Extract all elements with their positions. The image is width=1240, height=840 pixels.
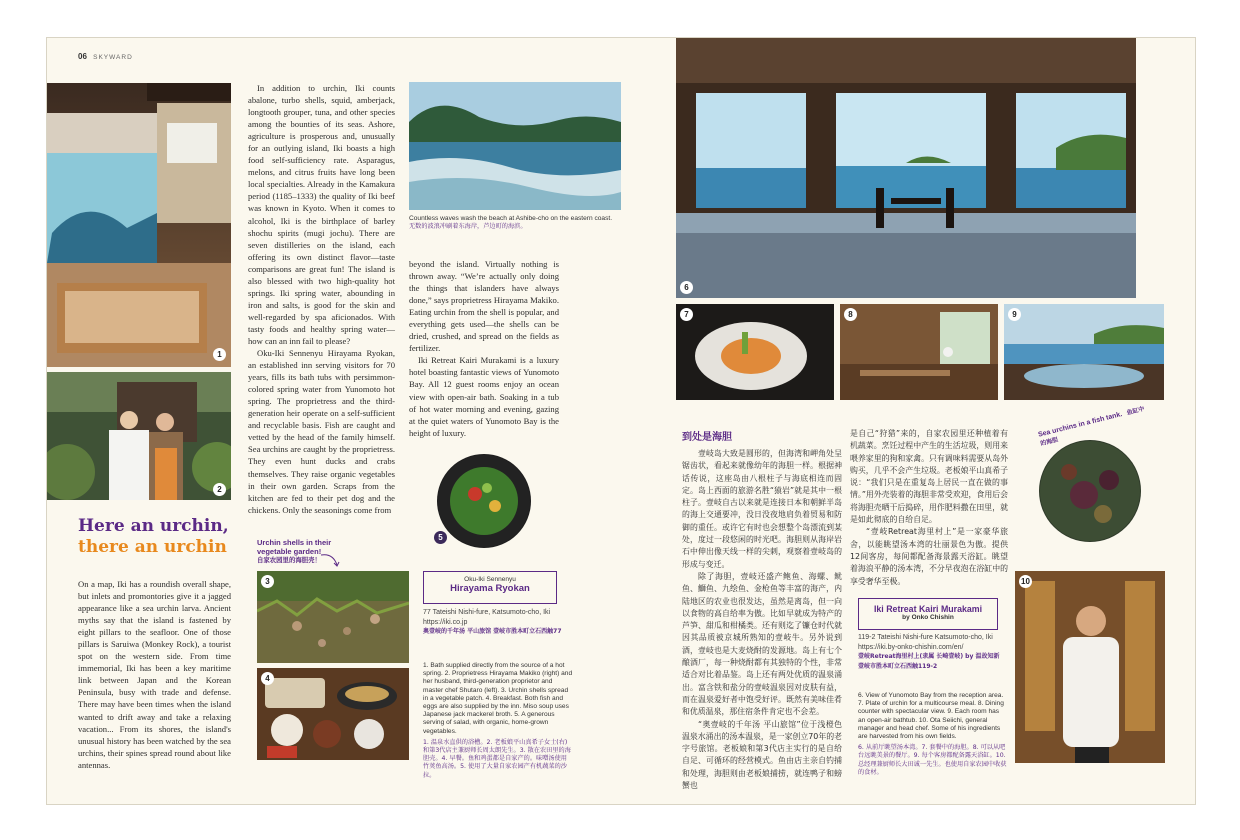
urchin-note-zh: 自家农园里的海胆壳！	[257, 556, 321, 564]
sea-caption	[409, 215, 621, 231]
zh-col1-paragraph-3: “奥壹岐的千年汤 平山旅馆”位于浅橙色温泉水涌出的汤本温泉，是一家创立70年的老字号旅馆。老板娘和第3代店主实行的是自给自足、可循环的经营模式。鱼由店主亲自钓捕和处理，海胆则由老板娘捕捞，就连鸭子和螃蟹也	[682, 719, 842, 791]
photo-captions-left	[423, 662, 573, 780]
col2-paragraph-2: Oku-Iki Sennenyu Hirayama Ryokan, an established inn serving visitors for 70 years, fills its bath tubs with persimmon-colored spring water from Yunomoto hot spring. The proprietress and the third-generation heir operate on a self-sufficient and recyclable basis. Fish are caught and vetted by the head of the family himself. Sea urchins are caught by the proprietress. They even hunt ducks and crabs themselves. They raise organic vegetables in their own garden. Scraps from the kitchen are fed to their pet dog and the chickens. Only the seasonings come from	[248, 348, 395, 515]
photo-open-air-bathtub	[1004, 304, 1164, 400]
retreat-address-zh-2: 壹岐市胜本町立石西触119-2	[858, 662, 938, 670]
page-header	[78, 52, 133, 61]
bath-illustration	[47, 83, 231, 367]
col2-paragraph-1: In addition to urchin, Iki counts abalone, turbo shells, squid, amberjack, longtooth grouper, tuna, and other species among the bounties of its seas. Ashore, agriculture is prosperous and, unusually for an outlying island, Iki boasts a high food self-sufficiency rate. Asparagus, melons, and citrus fruits have long been local specialties. Already in the Kamakura period (1185–1333) the quality of Iki beef was known in Kyoto. When it comes to alcohol, Iki is the birthplace of barley shochu spirits (mugi jochu). There are seven distilleries on the island, each offering its own distinct flavor—taste comparisons are great fun! The island is also blessed with two high-quality hot springs. Iki spring water, abounding in iron and salts, is good for the skin and well-regarded by spa aficionados. With tasty foods and healthy spring water—how can an inn fail to please?	[248, 83, 395, 346]
photo-proprietors	[47, 372, 231, 500]
magazine-name: SKYWARD	[93, 54, 133, 61]
zh-article-title: 到处是海胆	[682, 432, 732, 443]
photo-badge-2: 2	[213, 483, 226, 496]
photo-badge-3: 3	[261, 575, 274, 588]
ryokan-address-en: 77 Tateishi Nishi-fure, Katsumoto-cho, Iki	[423, 609, 551, 616]
photo-badge-8: 8	[844, 308, 857, 321]
photo-badge-4: 4	[261, 672, 274, 685]
zh-col1-paragraph-1: 壹岐岛大致是圆形的，但海湾和岬角处呈锯齿状，看起来就像幼年的海胆一样。根据神话传说，这座岛由八根柱子与海底相连而固定。岛上西面的旅游名胜“猿岩”就是其中一根柱子。壹岐自古以来就是连接日本和朝鲜半岛的海上交通要冲，没日没夜地肩负着贸易和防御的重任。或许它有时也会想整个岛漂流到某处，度过一段悠闲的时光吧。海胆则从海岸岩石中伸出像天线一样的尖刺，观察着壹岐岛的形成与变迁。	[682, 449, 842, 569]
urchin-note-line-1: Urchin shells in their	[257, 538, 332, 547]
photo-breakfast	[257, 668, 409, 760]
photo-captions-right	[858, 692, 1008, 777]
reception-illustration	[676, 38, 1136, 298]
ryokan-website-link[interactable]: https://iki.co.jp	[423, 618, 468, 626]
photo-badge-9: 9	[1008, 308, 1021, 321]
retreat-name: Iki Retreat Kairi Murakami	[873, 604, 983, 614]
dining-illustration	[840, 304, 998, 400]
ryokan-address-zh: 奥壹岐的千年汤 平山旅馆 壹岐市胜本町立石西触77	[423, 628, 562, 635]
photo-badge-6: 6	[680, 281, 693, 294]
bathtub-illustration	[1004, 304, 1164, 400]
photo-bath	[47, 83, 231, 367]
photo-urchin-plate	[676, 304, 834, 400]
body-column-2	[248, 82, 395, 516]
retreat-by: by Onko Chishin	[902, 614, 954, 621]
retreat-address-en: 119-2 Tateishi Nishi-fure Katsumoto-cho, Iki	[858, 634, 993, 641]
ryokan-address	[423, 608, 603, 637]
fish-tank-illustration	[1039, 440, 1141, 542]
retreat-info-box	[858, 598, 998, 630]
curved-arrow-icon	[319, 551, 343, 569]
urchin-plate-illustration	[676, 304, 834, 400]
sea-illustration	[409, 82, 621, 210]
headline-line-1: Here an urchin,	[78, 516, 229, 536]
intro-text: On a map, Iki has a roundish overall shape, but inlets and promontories give it a jagged appearance like a sea urchin larva. Ancient myths say that the island is fastened by eight pillars to the seafloor. One of those pillars is Saruiwa (Monkey Rock), a tourist spot on the western side. From time immemorial, Iki has been a key maritime link between Japan and the Korean Peninsula, busy with trade and defense. There may have been times when the island wanted to drift away and take a relaxing vacation... From its shores, the island's unusual history has been watched by the sea urchins, their spines spread round about like antennas.	[78, 579, 231, 770]
page-number: 06	[78, 52, 87, 61]
retreat-address	[858, 633, 1018, 671]
ryokan-name: Hirayama Ryokan	[450, 583, 530, 594]
urchin-note-line-2: vegetable garden!	[257, 547, 322, 556]
photo-reception-view	[676, 38, 1136, 298]
photo-badge-5: 5	[434, 531, 447, 544]
photo-badge-7: 7	[680, 308, 693, 321]
salad-illustration	[437, 454, 531, 548]
urchin-garden-note	[257, 538, 367, 565]
photo-badge-10: 10	[1019, 575, 1032, 588]
breakfast-illustration	[257, 668, 409, 760]
proprietors-illustration	[47, 372, 231, 500]
photo-salad	[437, 454, 531, 548]
photo-urchins-fish-tank	[1039, 440, 1141, 542]
headline-line-2: there an urchin	[78, 537, 227, 557]
sea-caption-en: Countless waves wash the beach at Ashibe-cho on the eastern coast.	[409, 215, 613, 222]
photo-head-chef	[1015, 571, 1165, 763]
captions-left-zh: 1. 温泉水直供的浴槽。2. 老板娘平山真希子女士(右)和第3代店主兼厨师长周太朗先生。3. 散在农田里的海胆壳。4. 早餐。鱼和鸡蛋都是自家产的。味噌汤使用竹荚鱼高汤。5. 使用了大量自家农园产有机蔬菜的沙拉。	[423, 738, 571, 779]
sea-caption-zh: 无数的波浪冲刷着东海岸，芦边町的海滨。	[409, 223, 527, 231]
photo-dining-counter	[840, 304, 998, 400]
zh-column-2	[850, 428, 1008, 588]
article-headline	[78, 516, 278, 558]
zh-col2-paragraph-1: 是自己“狩猎”来的，自家农园里还种植着有机蔬菜。烹饪过程中产生的生活垃圾，则用来喂养家里的狗和家禽。只有调味料需要从岛外购买，几乎不会产生垃圾。老板娘平山真希子说：“我们只是在重复岛上居民一直在做的事情。”用外壳装着的海胆非常受欢迎，食用后会将海胆壳晒干后捣碎，用作肥料撒在田里，就是如此彻底的自给自足。	[850, 429, 1008, 525]
retreat-address-zh-1: 壹岐Retreat海里村上(隶属 长崎壹岐) by 温故知新	[858, 653, 1000, 660]
captions-right-zh: 6. 从前厅眺望汤本湾。7. 套餐中的海胆。8. 可以从吧台远眺美景的餐厅。9. 每个客房都配备露天浴缸。10. 总经理兼厨师长大田诚一先生。也使用自家农园中收获的食材。	[858, 744, 1007, 776]
col3-paragraph-1: beyond the island. Virtually nothing is thrown away. “We’re actually only doing the things that islanders have always done,” says proprietress Hirayama Makiko. Eating urchin from the shell is popular, and everything gets used—the shells can be dried, crushed, and spread on the fields as fertilizer.	[409, 259, 559, 354]
ryokan-info-box	[423, 571, 557, 604]
fish-tank-note-en: Sea urchins in a fish tank.	[1037, 411, 1123, 439]
intro-paragraph	[78, 578, 231, 771]
captions-left-en: 1. Bath supplied directly from the source of a hot spring. 2. Proprietress Hirayama Makiko (right) and her husband, third-generation proprietor and master chef Shutaro (left). 3. Urchin shells spread in a vegetable patch. 4. Breakfast. Both fish and eggs are also supplied by the inn. Miso soup uses Japanese jack mackerel broth. 5. A generous serving of salad, with organic, home-grown vegetables.	[423, 662, 573, 735]
ryokan-kicker: Oku-Iki Sennenyu	[464, 576, 516, 583]
zh-col2-paragraph-2: “壹岐Retreat海里村上”是一家豪华旅舍，以能眺望汤本湾的壮丽景色为傲。提供12间客房，每间都配备海景露天浴缸。眺望着海浪平静的汤本湾，不分早夜泡在浴缸中的享受奢华至极。	[850, 527, 1008, 586]
col3-paragraph-2: Iki Retreat Kairi Murakami is a luxury hotel boasting fantastic views of Yunomoto Bay. All 12 guest rooms enjoy an ocean view with open-air bath. Soaking in a tub of hot water morning and evening, gazing at the quiet waters of Yunomoto Bay is the height of luxury.	[409, 355, 559, 438]
photo-sea-coast	[409, 82, 621, 210]
garden-illustration	[257, 571, 409, 663]
fish-tank-note-zh: 鱼缸中的海胆	[1039, 405, 1146, 448]
chef-illustration	[1015, 571, 1165, 763]
body-column-3	[409, 258, 559, 439]
retreat-website-link[interactable]: https://iki.by-onko-chishin.com/en/	[858, 643, 964, 651]
magazine-spread	[46, 37, 1196, 805]
zh-column-1	[682, 448, 842, 792]
zh-col1-paragraph-2: 除了海胆，壹岐还盛产鲍鱼、海螺、鱿鱼、鰤鱼、九绘鱼、金枪鱼等丰富的海产，内陆地区的农业也很发达，虽然是离岛，但一向以食物的高自给率为傲。比如早就成为特产的芦笋、甜瓜和柑橘类。还有则迄了镰仓时代就因其品质被京城所熟知的壹岐牛。另外说到酒，壹岐也是大麦烧酎的发源地。岛上有七个酿酒厂，每一种烧酎都有其独特的个性，非常适合对比着品鉴。岛上还有两处优质的温泉涌出。富含铁和盐分的壹岐温泉因对皮肤有益，而在温泉爱好者中饱受好评。既然有美味佳肴和优质温泉，那住宿条件肯定也不会差。	[682, 571, 842, 717]
photo-urchin-shells-garden	[257, 571, 409, 663]
captions-right-en: 6. View of Yunomoto Bay from the reception area. 7. Plate of urchin for a multicourse meal. 8. Dining counter with spectacular view. 9. Each room has an open-air bathtub. 10. Ota Seiichi, general manager and head chef. Some of his ingredients are harvested from his own fields.	[858, 692, 1004, 741]
photo-badge-1: 1	[213, 348, 226, 361]
